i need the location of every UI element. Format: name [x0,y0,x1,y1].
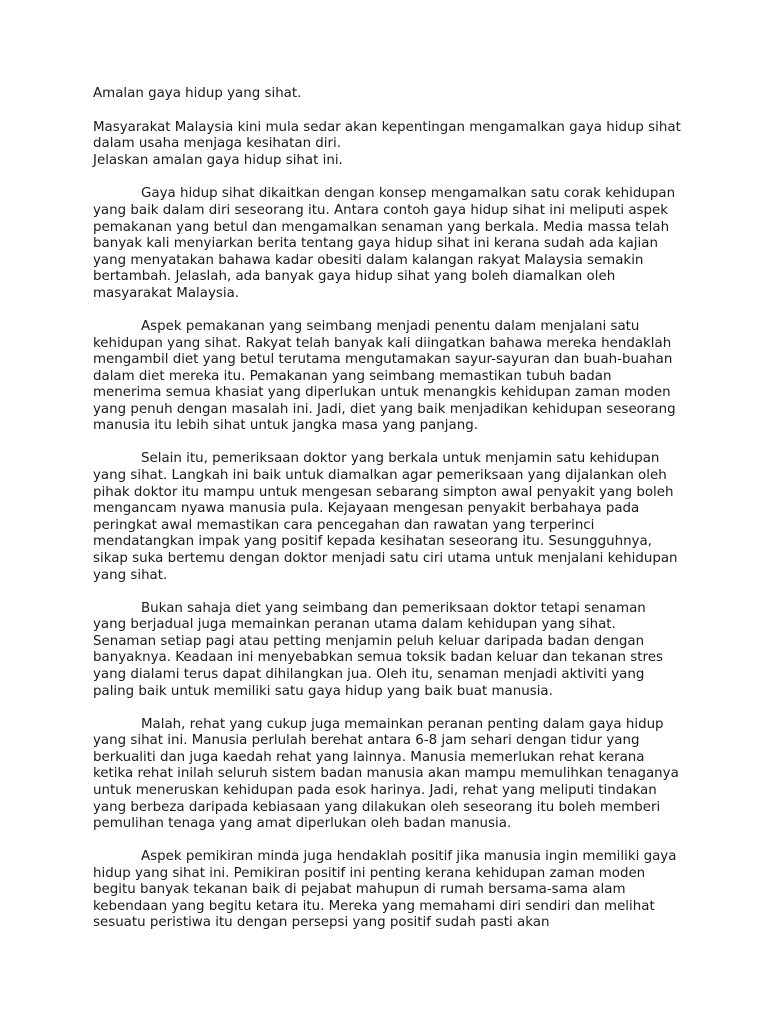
document-title: Amalan gaya hidup yang sihat. [93,86,302,101]
paragraph-diet: Aspek pemakanan yang seimbang menjadi penentu dalam menjalani satu kehidupan yang sihat. Rakyat telah banyak kali diingatkan bahawa mereka hendaklah mengambil diet yang betul terutama mengutamakan sayur-sayuran dan buah-buahan dalam diet mereka itu. Pemakanan yang seimbang memastikan tubuh badan menerima semua khasiat yang diperlukan untuk menangkis kehidupan zaman moden yang penuh dengan masalah ini. Jadi, diet yang baik menjadikan kehidupan seseorang manusia itu lebih sihat untuk jangka masa yang panjang. [93,318,676,434]
essay-question [93,120,683,170]
paragraph-exercise: Bukan sahaja diet yang seimbang dan pemeriksaan doktor tetapi senaman yang berjadual juga memainkan peranan utama dalam kehidupan yang sihat. Senaman setiap pagi atau petting menjamin peluh keluar daripada badan dengan banyaknya. Keadaan ini menyebabkan semua toksik badan keluar dan tekanan stres yang dialami terus dapat dihilangkan jua. Oleh itu, senaman menjadi aktiviti yang paling baik untuk memiliki satu gaya hidup yang baik buat manusia. [93,600,663,699]
paragraph-positive-mind: Aspek pemikiran minda juga hendaklah positif jika manusia ingin memiliki gaya hidup yang sihat ini. Pemikiran positif ini penting kerana kehidupan zaman moden begitu banyak tekanan baik di pejabat mahupun di rumah bersama-sama alam kebendaan yang begitu ketara itu. Mereka yang memahami diri sendiri dan melihat sesuatu peristiwa itu dengan persepsi yang positif sudah pasti akan [93,849,677,931]
question-line: Masyarakat Malaysia kini mula sedar akan kepentingan mengamalkan gaya hidup sihat dalam usaha menjaga kesihatan diri. [93,119,681,152]
paragraph-rest: Malah, rehat yang cukup juga memainkan peranan penting dalam gaya hidup yang sihat ini. Manusia perlulah berehat antara 6-8 jam sehari dengan tidur yang berkualiti dan juga kaedah rehat yang lainnya. Manusia memerlukan rehat kerana ketika rehat inilah seluruh sistem badan manusia akan mampu memulihkan tenaganya untuk meneruskan kehidupan pada esok harinya. Jadi, rehat yang meliputi tindakan yang berbeza daripada kebiasaan yang dilakukan oleh seseorang itu boleh memberi pemulihan tenaga yang amat diperlukan oleh badan manusia. [93,716,679,832]
paragraph-doctor-checkup: Selain itu, pemeriksaan doktor yang berkala untuk menjamin satu kehidupan yang sihat. Langkah ini baik untuk diamalkan agar pemeriksaan yang dijalankan oleh pihak doktor itu mampu untuk mengesan sebarang simpton awal penyakit yang boleh mengancam nyawa manusia pula. Kejayaan mengesan penyakit berbahaya pada peringkat awal memastikan cara pencegahan dan rawatan yang terperinci mendatangkan impak yang positif kepada kesihatan seseorang itu. Sesungguhnya, sikap suka bertemu dengan doktor menjadi satu ciri utama untuk menjalani kehidupan yang sihat. [93,451,678,583]
document-body [93,86,683,948]
paragraph-intro: Gaya hidup sihat dikaitkan dengan konsep mengamalkan satu corak kehidupan yang baik dalam diri seseorang itu. Antara contoh gaya hidup sihat ini meliputi aspek pemakanan yang betul dan mengamalkan senaman yang berkala. Media massa telah banyak kali menyiarkan berita tentang gaya hidup sihat ini kerana sudah ada kajian yang menyatakan bahawa kadar obesiti dalam kalangan rakyat Malaysia semakin bertambah. Jelaslah, ada banyak gaya hidup sihat yang boleh diamalkan oleh masyarakat Malaysia. [93,186,676,301]
question-line: Jelaskan amalan gaya hidup sihat ini. [93,152,343,168]
